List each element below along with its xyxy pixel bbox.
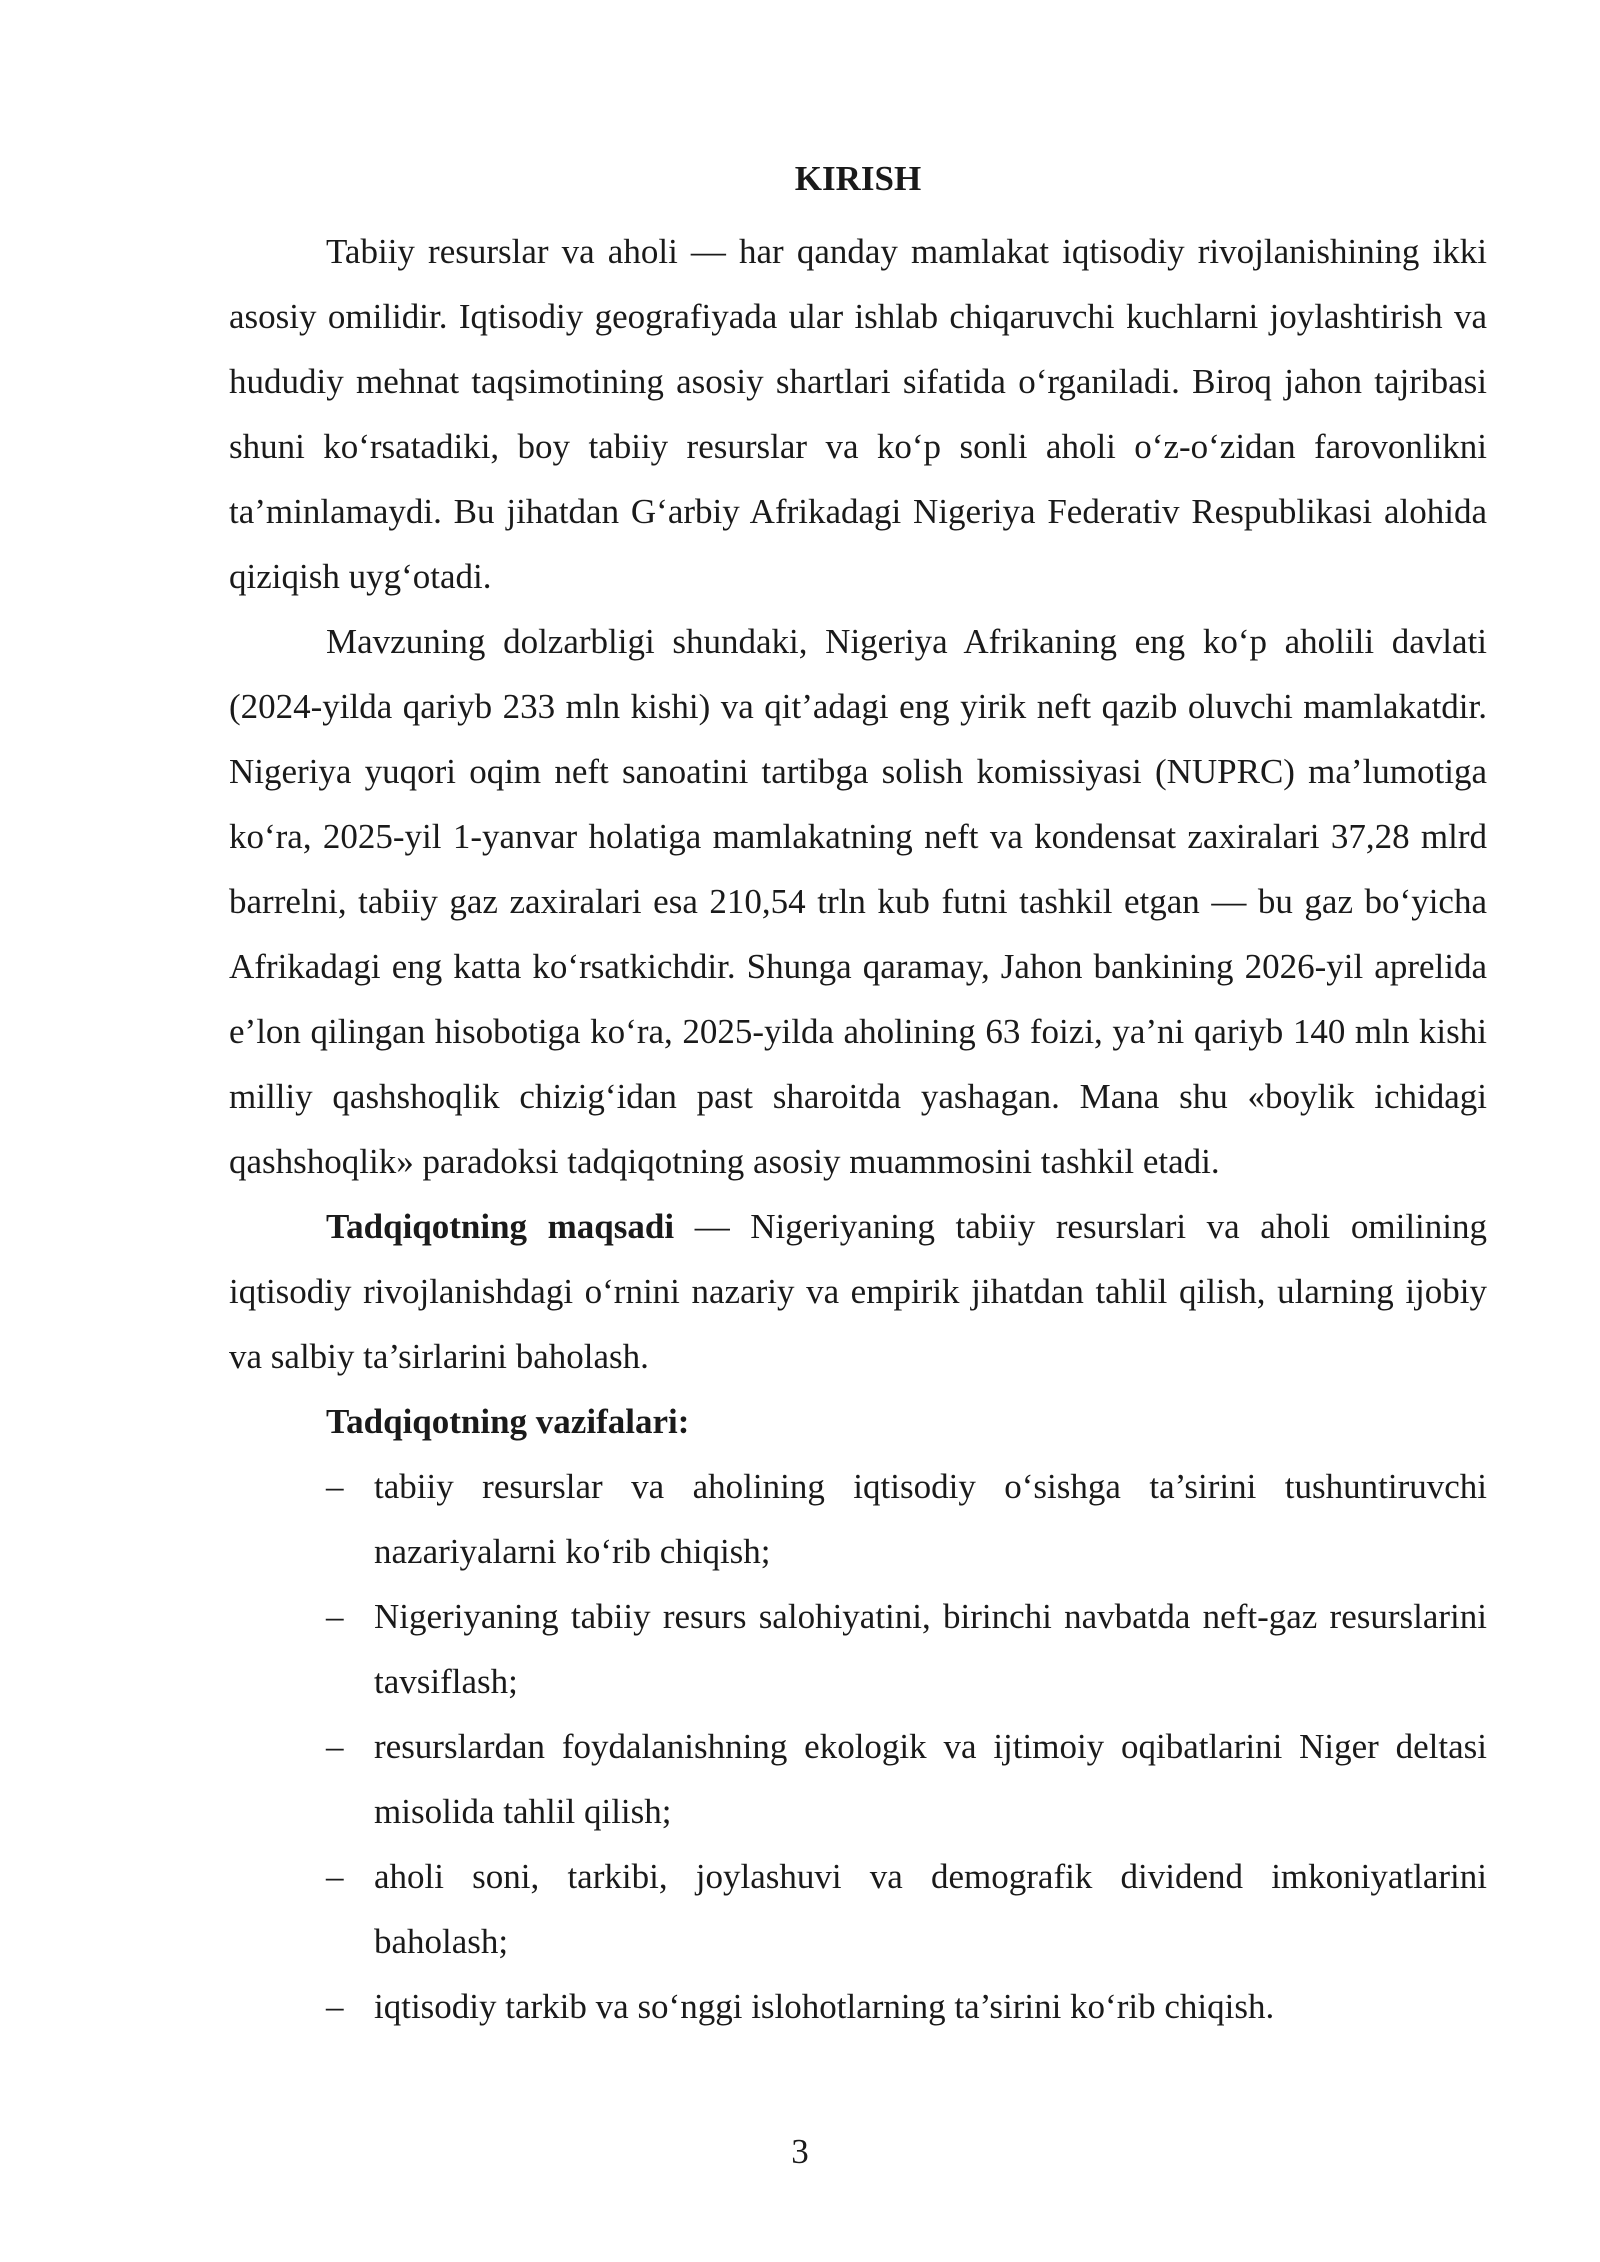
task-text: aholi soni, tarkibi, joylashuvi va demografik dividend imkoniyatlarini baholash; xyxy=(374,1857,1487,1961)
task-text: iqtisodiy tarkib va so‘nggi islohotlarning ta’sirini ko‘rib chiqish. xyxy=(374,1987,1275,2026)
dash-bullet: – xyxy=(326,1467,344,1506)
list-item xyxy=(229,1714,1487,1844)
tasks-list xyxy=(229,1454,1487,2039)
list-item xyxy=(229,1844,1487,1974)
goal-text: — Nigeriyaning tabiiy resurslari va aholi omilining iqtisodiy rivojlanishdagi o‘rnini nazariy va empirik jihatdan tahlil qilish, ularning ijobiy va salbiy ta’sirlarini baholash. xyxy=(229,1207,1487,1376)
dash-bullet: – xyxy=(326,1857,344,1896)
task-text: resurslardan foydalanishning ekologik va ijtimoiy oqibatlarini Niger deltasi misolida tahlil qilish; xyxy=(374,1727,1487,1831)
list-item xyxy=(229,1454,1487,1584)
goal-label: Tadqiqotning maqsadi xyxy=(326,1207,675,1246)
tasks-heading: Tadqiqotning vazifalari: xyxy=(326,1402,690,1441)
intro-paragraph-1: Tabiiy resurslar va aholi — har qanday mamlakat iqtisodiy rivojlanishining ikki asosiy omilidir. Iqtisodiy geografiyada ular ishlab chiqaruvchi kuchlarni joylashtirish va hududiy mehnat taqsimotining asosiy shartlari sifatida o‘rganiladi. Biroq jahon tajribasi shuni ko‘rsatadiki, boy tabiiy resurslar va ko‘p sonli aholi o‘z-o‘zidan farovonlikni ta’minlamaydi. Bu jihatdan G‘arbiy Afrikadagi Nigeriya Federativ Respublikasi alohida qiziqish uyg‘otadi. xyxy=(229,232,1487,596)
goal-paragraph xyxy=(229,1194,1487,1389)
section-title: KIRISH xyxy=(794,159,922,198)
list-item xyxy=(229,1974,1487,2039)
page-number: 3 xyxy=(791,2132,809,2171)
relevance-paragraph: Mavzuning dolzarbligi shundaki, Nigeriya Afrikaning eng ko‘p aholili davlati (2024-yilda qariyb 233 mln kishi) va qit’adagi eng yirik neft qazib oluvchi mamlakatdir. Nigeriya yuqori oqim neft sanoatini tartibga solish komissiyasi (NUPRC) ma’lumotiga ko‘ra, 2025-yil 1-yanvar holatiga mamlakatning neft va kondensat zaxiralari 37,28 mlrd barrelni, tabiiy gaz zaxiralari esa 210,54 trln kub futni tashkil etgan — bu gaz bo‘yicha Afrikadagi eng katta ko‘rsatkichdir. Shunga qaramay, Jahon bankining 2026-yil aprelida e’lon qilingan hisobotiga ko‘ra, 2025-yilda aholining 63 foizi, ya’ni qariyb 140 mln kishi milliy qashshoqlik chizig‘idan past sharoitda yashagan. Mana shu «boylik ichidagi qashshoqlik» paradoksi tadqiqotning asosiy muammosini tashkil etadi. xyxy=(229,622,1487,1181)
dash-bullet: – xyxy=(326,1727,344,1766)
document-page xyxy=(229,146,1487,2039)
dash-bullet: – xyxy=(326,1987,344,2026)
dash-bullet: – xyxy=(326,1597,344,1636)
list-item xyxy=(229,1584,1487,1714)
task-text: tabiiy resurslar va aholining iqtisodiy o‘sishga ta’sirini tushuntiruvchi nazariyalarni ko‘rib chiqish; xyxy=(374,1467,1487,1571)
task-text: Nigeriyaning tabiiy resurs salohiyatini, birinchi navbatda neft-gaz resurslarini tavsiflash; xyxy=(374,1597,1487,1701)
